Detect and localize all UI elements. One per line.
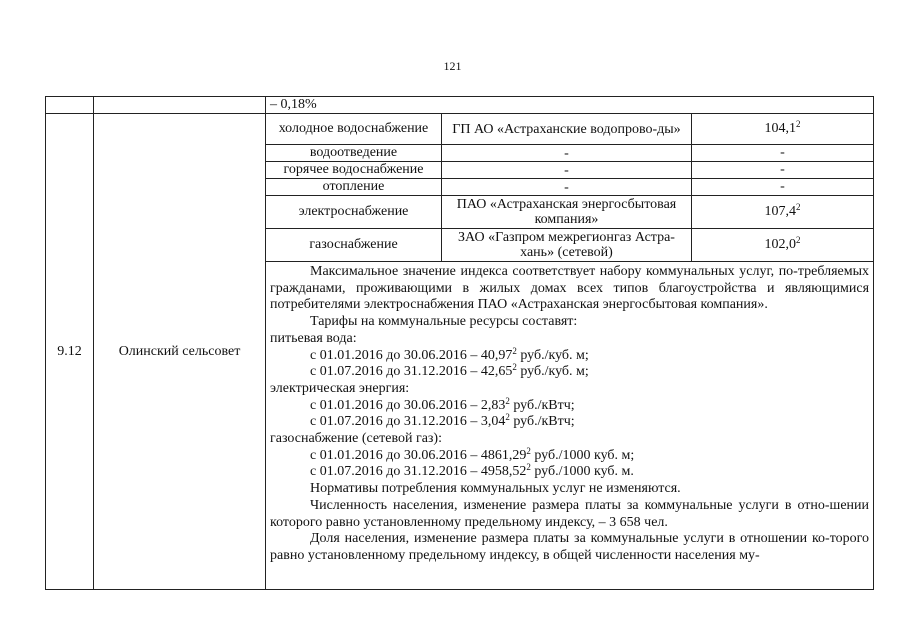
service-name: водоотведение [266, 145, 442, 162]
electricity-label: электрическая энергия: [270, 380, 410, 396]
page-number: 121 [443, 59, 462, 73]
index-value: 104,1 [764, 121, 797, 136]
service-name: отопление [266, 179, 442, 196]
water-tariff-h1: с 01.01.2016 до 30.06.2016 – 40,97$^2$ руб./куб. м; [310, 345, 589, 363]
electricity-tariff-h2: с 01.07.2016 до 31.12.2016 – 3,04$^2$ руб./кВтч; [310, 412, 575, 430]
service-name: горячее водоснабжение [266, 162, 442, 179]
description-cell [266, 262, 874, 590]
service-provider: ГП АО «Астраханские водопрово-ды» [442, 114, 692, 145]
service-provider: ЗАО «Газпром межрегионгаз Астра-хань» (сетевой) [442, 229, 692, 262]
service-index [692, 179, 874, 196]
table-row-previous [46, 97, 874, 114]
service-name: холодное водоснабжение [266, 114, 442, 145]
gas-label: газоснабжение (сетевой газ): [270, 431, 442, 447]
service-name: газоснабжение [266, 229, 442, 262]
cell-number-empty [46, 97, 94, 114]
previous-row-value: – 0,18% [266, 97, 874, 114]
service-provider: ПАО «Астраханская энергосбытовая компания» [442, 196, 692, 229]
share-paragraph: Доля населения, изменение размера платы за коммунальные услуги в отношении ко-торого равно установленному предельному индексу, в общей численности населения му- [270, 531, 870, 563]
tariffs-intro: Тарифы на коммунальные ресурсы составят: [310, 314, 578, 330]
water-label: питьевая вода: [270, 330, 357, 346]
service-index [692, 114, 874, 145]
footnote-mark: 2 [796, 235, 801, 245]
row-number: 9.12 [46, 114, 94, 590]
electricity-tariff-h1: с 01.01.2016 до 30.06.2016 – 2,83$^2$ руб./кВтч; [310, 395, 575, 413]
gas-tariff-h2: с 01.07.2016 до 31.12.2016 – 4958,52$^2$ руб./1000 куб. м. [310, 462, 634, 480]
index-value: - [780, 145, 785, 160]
index-value: - [780, 162, 785, 177]
service-provider: - [442, 162, 692, 179]
service-provider: - [442, 145, 692, 162]
service-index [692, 196, 874, 229]
tariff-table [45, 96, 874, 590]
municipality-name: Олинский сельсовет [94, 114, 266, 590]
footnote-mark: 2 [796, 119, 801, 129]
table-row [46, 114, 874, 145]
gas-tariff-h1: с 01.01.2016 до 30.06.2016 – 4861,29$^2$ руб./1000 куб. м; [310, 445, 635, 463]
index-value: 102,0 [764, 237, 797, 252]
service-name: электроснабжение [266, 196, 442, 229]
index-value: 107,4 [764, 204, 797, 219]
service-index [692, 229, 874, 262]
service-index [692, 162, 874, 179]
paragraph-max-index: Максимальное значение индекса соответствует набору коммунальных услуг, по-требляемых гражданами, проживающими в жилых домах всех типов благоустройства и являющимися потребителями электроснабжения ПАО «Астраханская энергосбытовая компания». [270, 264, 870, 313]
population-paragraph: Численность населения, изменение размера платы за коммунальные услуги в отно-шении которого равно установленному предельному индексу, – 3 658 чел. [270, 497, 870, 530]
footnote-mark: 2 [796, 202, 801, 212]
index-value: - [780, 179, 785, 194]
service-index [692, 145, 874, 162]
cell-municipality-empty [94, 97, 266, 114]
service-provider: - [442, 179, 692, 196]
water-tariff-h2: с 01.07.2016 до 31.12.2016 – 42,65$^2$ руб./куб. м; [310, 362, 589, 380]
norms-paragraph: Нормативы потребления коммунальных услуг не изменяются. [310, 481, 681, 497]
